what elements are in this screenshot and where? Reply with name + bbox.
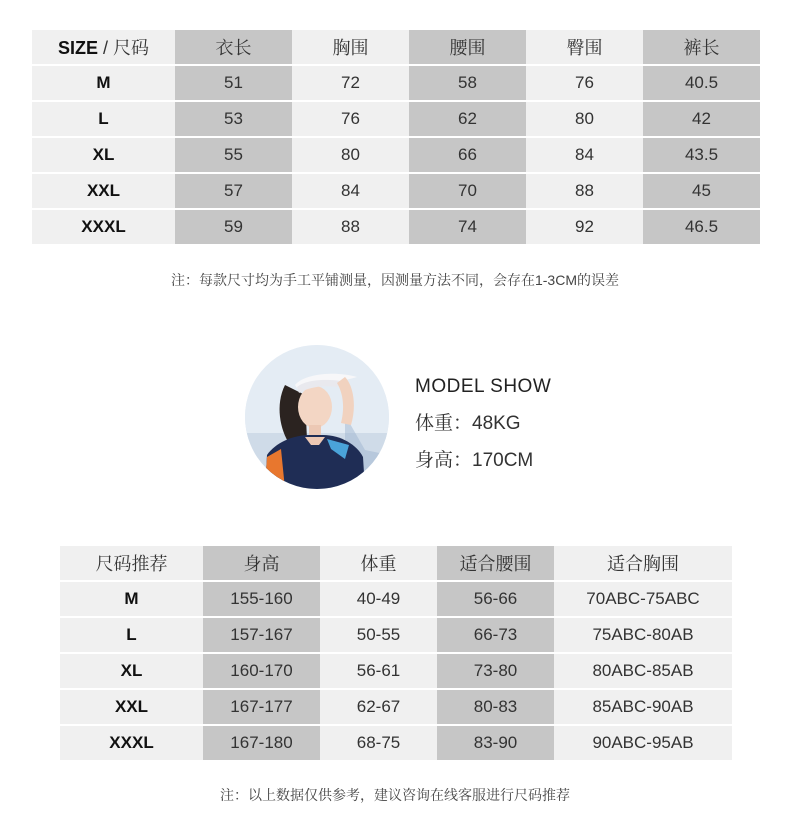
table-cell: 40-49 bbox=[320, 582, 437, 616]
table-row bbox=[32, 138, 760, 172]
table-cell: 42 bbox=[643, 102, 760, 136]
table-cell: 70 bbox=[409, 174, 526, 208]
model-info bbox=[415, 376, 551, 472]
table-cell: 155-160 bbox=[203, 582, 320, 616]
table-cell: 75ABC-80AB bbox=[554, 618, 732, 652]
table-row bbox=[32, 66, 760, 100]
table-cell: 80 bbox=[292, 138, 409, 172]
size-label: XXL bbox=[60, 690, 203, 724]
column-header: 身高 bbox=[203, 546, 320, 580]
table-cell: 55 bbox=[175, 138, 292, 172]
measurement-note: 注：每款尺寸均为手工平铺测量，因测量方法不同，会存在1-3CM的误差 bbox=[170, 272, 619, 288]
table-cell: 51 bbox=[175, 66, 292, 100]
model-illustration bbox=[245, 345, 389, 489]
table-cell: 46.5 bbox=[643, 210, 760, 244]
table-cell: 62 bbox=[409, 102, 526, 136]
size-header-cn: 尺码 bbox=[113, 38, 150, 58]
table-cell: 56-66 bbox=[437, 582, 554, 616]
model-height: 身高：170CM bbox=[415, 450, 534, 471]
table-cell: 59 bbox=[175, 210, 292, 244]
table-row bbox=[60, 690, 732, 724]
column-header: 裤长 bbox=[643, 30, 760, 64]
size-label: M bbox=[60, 582, 203, 616]
table-cell: 40.5 bbox=[643, 66, 760, 100]
table-cell: 66 bbox=[409, 138, 526, 172]
size-label: M bbox=[32, 66, 175, 100]
table-cell: 88 bbox=[292, 210, 409, 244]
table-cell: 92 bbox=[526, 210, 643, 244]
table-cell: 83-90 bbox=[437, 726, 554, 760]
table-cell: 88 bbox=[526, 174, 643, 208]
size-header-sep: / bbox=[98, 38, 114, 58]
size-header-cell bbox=[32, 30, 175, 64]
table-cell: 68-75 bbox=[320, 726, 437, 760]
table-cell: 74 bbox=[409, 210, 526, 244]
table-row bbox=[60, 582, 732, 616]
table-cell: 58 bbox=[409, 66, 526, 100]
size-chart-header-row bbox=[32, 30, 760, 64]
model-weight: 体重：48KG bbox=[415, 413, 521, 434]
table-cell: 85ABC-90AB bbox=[554, 690, 732, 724]
table-cell: 70ABC-75ABC bbox=[554, 582, 732, 616]
table-row bbox=[32, 174, 760, 208]
column-header: 适合胸围 bbox=[554, 546, 732, 580]
table-row bbox=[60, 618, 732, 652]
table-cell: 45 bbox=[643, 174, 760, 208]
size-label: L bbox=[32, 102, 175, 136]
column-header: 适合腰围 bbox=[437, 546, 554, 580]
size-label: L bbox=[60, 618, 203, 652]
table-cell: 157-167 bbox=[203, 618, 320, 652]
column-header: 体重 bbox=[320, 546, 437, 580]
table-cell: 66-73 bbox=[437, 618, 554, 652]
model-show-title: MODEL SHOW bbox=[415, 376, 552, 397]
table-cell: 62-67 bbox=[320, 690, 437, 724]
table-cell: 53 bbox=[175, 102, 292, 136]
column-header: 胸围 bbox=[292, 30, 409, 64]
column-header: 衣长 bbox=[175, 30, 292, 64]
table-cell: 56-61 bbox=[320, 654, 437, 688]
table-cell: 84 bbox=[292, 174, 409, 208]
size-label: XXXL bbox=[60, 726, 203, 760]
table-cell: 90ABC-95AB bbox=[554, 726, 732, 760]
table-cell: 57 bbox=[175, 174, 292, 208]
size-label: XL bbox=[32, 138, 175, 172]
recommend-note: 注：以上数据仅供参考，建议咨询在线客服进行尺码推荐 bbox=[220, 787, 570, 803]
table-cell: 80 bbox=[526, 102, 643, 136]
table-cell: 73-80 bbox=[437, 654, 554, 688]
column-header: 尺码推荐 bbox=[60, 546, 203, 580]
size-label: XL bbox=[60, 654, 203, 688]
table-row bbox=[32, 102, 760, 136]
table-row bbox=[32, 210, 760, 244]
table-cell: 72 bbox=[292, 66, 409, 100]
table-cell: 43.5 bbox=[643, 138, 760, 172]
column-header: 臀围 bbox=[526, 30, 643, 64]
table-row bbox=[60, 654, 732, 688]
size-label: XXXL bbox=[32, 210, 175, 244]
size-chart-table bbox=[32, 28, 760, 246]
table-cell: 80ABC-85AB bbox=[554, 654, 732, 688]
table-cell: 84 bbox=[526, 138, 643, 172]
table-row bbox=[60, 726, 732, 760]
table-cell: 76 bbox=[526, 66, 643, 100]
table-cell: 76 bbox=[292, 102, 409, 136]
column-header: 腰围 bbox=[409, 30, 526, 64]
model-photo bbox=[245, 345, 389, 489]
table-cell: 80-83 bbox=[437, 690, 554, 724]
size-recommend-table bbox=[60, 544, 732, 762]
table-cell: 50-55 bbox=[320, 618, 437, 652]
size-header-en: SIZE bbox=[57, 38, 98, 58]
table-cell: 160-170 bbox=[203, 654, 320, 688]
recommend-header-row bbox=[60, 546, 732, 580]
table-cell: 167-177 bbox=[203, 690, 320, 724]
table-cell: 167-180 bbox=[203, 726, 320, 760]
size-label: XXL bbox=[32, 174, 175, 208]
